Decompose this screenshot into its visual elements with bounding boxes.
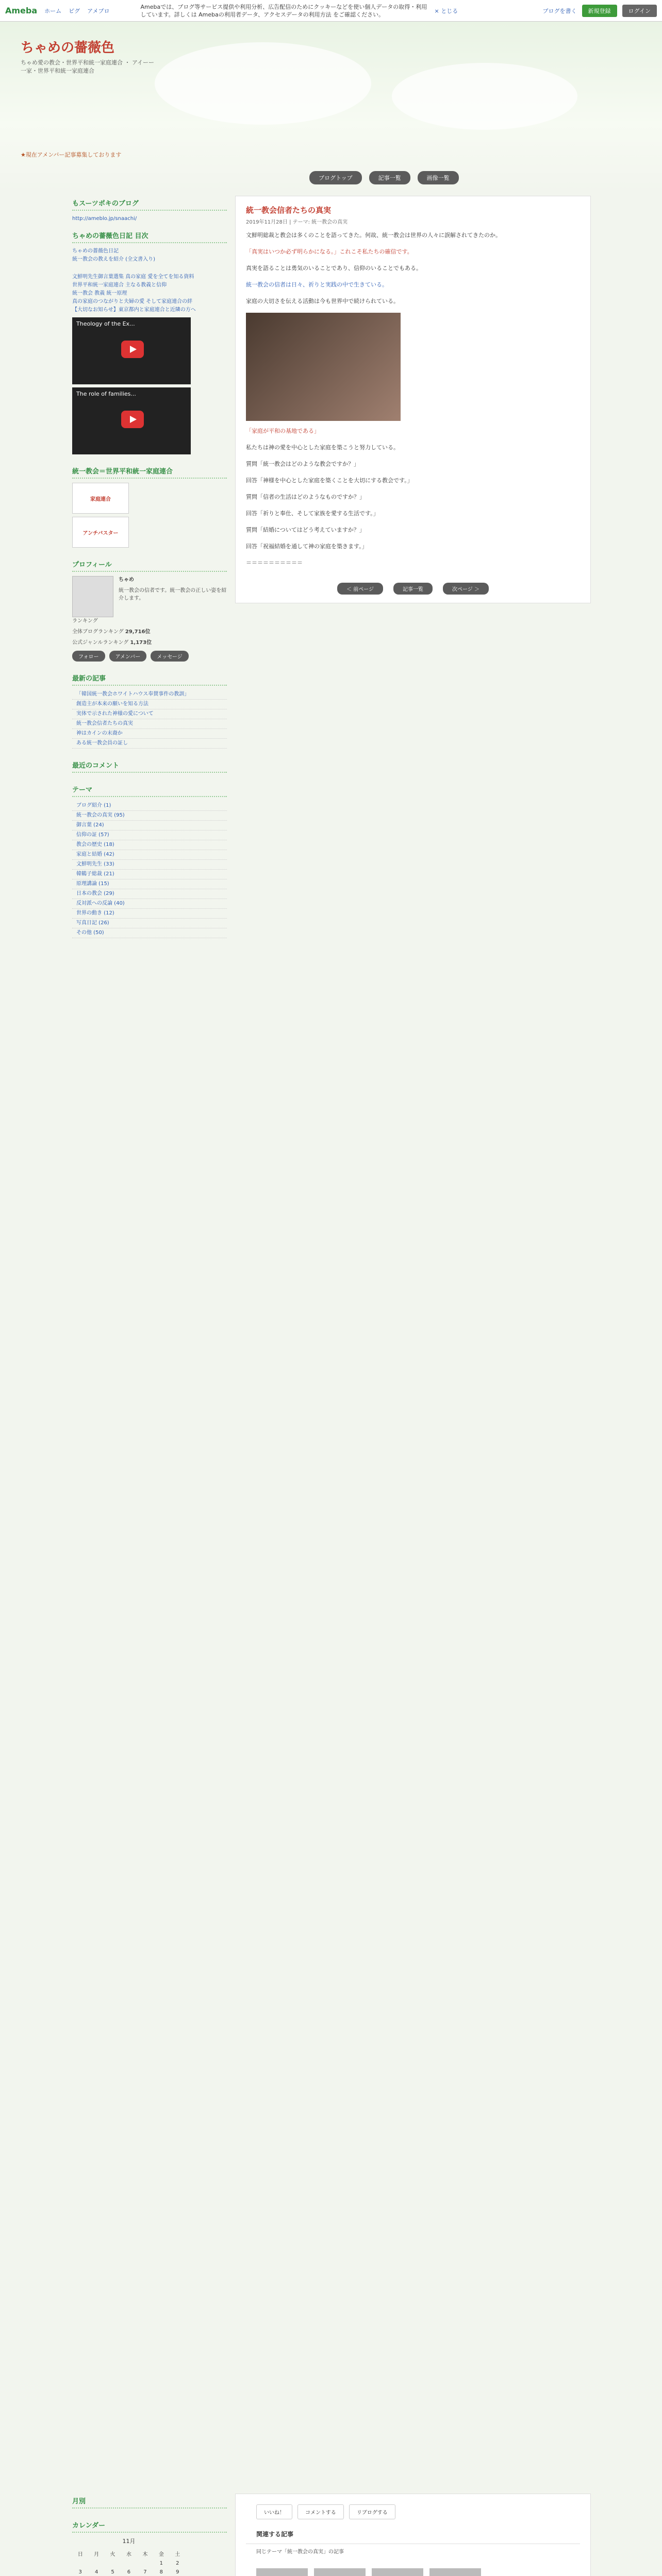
ranking-value: 1,173位	[130, 640, 152, 646]
like-button[interactable]: いいね！	[256, 2504, 292, 2519]
ranking-value: 29,716位	[125, 629, 151, 635]
article-paragraph: 統一教会の信者は日々、祈りと実践の中で生きている。	[246, 281, 388, 288]
dialogue-line: 回答「神様を中心とした家庭を築くことを大切にする教会です。」	[246, 477, 413, 484]
menu-blog-top[interactable]: ブログトップ	[309, 171, 362, 184]
dialogue-line: 質問「信者の生活はどのようなものですか？」	[246, 494, 365, 500]
video-embed[interactable]	[72, 317, 191, 384]
login-button[interactable]: ログイン	[622, 5, 657, 17]
recent-item[interactable]: 実体で示された神様の愛について	[72, 709, 227, 719]
archive-block	[72, 2494, 227, 2509]
comment-button[interactable]: コメントする	[297, 2504, 344, 2519]
dialogue-line: 回答「祈りと奉仕、そして家族を愛する生活です。」	[246, 510, 379, 517]
recent-item[interactable]: 統一教会信者たちの真実	[72, 719, 227, 729]
recent-comments-head: 最近のコメント	[72, 758, 227, 773]
profile-text: 統一教会の信者です。統一教会の正しい姿を紹介します。	[119, 588, 227, 601]
video-embed[interactable]	[72, 387, 191, 454]
cookie-notice: Amebaでは、ブログ等サービス提供や利用分析、広告配信のためにクッキーなどを使い個人データの取得・利用しています。詳しくは Amebaの利用者データ、アクセスデータの利用方法 をご確認ください。	[140, 3, 427, 18]
sidebar-link[interactable]: 真の家庭のつながりと夫婦の愛 そして家庭連合の絆	[72, 299, 193, 304]
related-thumbs	[246, 2563, 580, 2576]
reaction-bar	[246, 2499, 580, 2524]
calendar-table	[72, 2548, 186, 2576]
ameba-logo[interactable]: Ameba	[5, 6, 38, 15]
day[interactable]: 4	[94, 2569, 98, 2575]
links-block	[72, 273, 227, 454]
weekday: 金	[158, 2552, 164, 2557]
weekday: 水	[126, 2552, 131, 2557]
weekday: 火	[110, 2552, 115, 2557]
message-button[interactable]: メッセージ	[151, 651, 188, 662]
theme-item[interactable]: 反対派への反論 (40)	[72, 899, 227, 909]
nav-ameblo[interactable]: アメブロ	[87, 7, 110, 14]
sidebar-link[interactable]: 統一教会 教義 統一原理	[72, 291, 127, 296]
link-group-head: 統一教会＝世界平和統一家庭連合	[72, 464, 227, 479]
ranking-row	[72, 639, 227, 647]
blog-header	[0, 22, 662, 192]
sidebar-lower	[72, 2494, 227, 2576]
theme-item[interactable]: ブログ紹介 (1)	[72, 801, 227, 811]
write-blog-link[interactable]: ブログを書く	[542, 7, 577, 14]
theme-item[interactable]: 世界の動き (12)	[72, 909, 227, 919]
sidebar-link[interactable]: 【大切なお知らせ】東京都内と家庭連合と近隣の方へ	[72, 307, 196, 313]
cloud-decoration	[392, 63, 577, 130]
weekday: 土	[175, 2552, 180, 2557]
theme-item[interactable]: 原理講論 (15)	[72, 879, 227, 889]
theme-item[interactable]: 信仰の証 (57)	[72, 831, 227, 840]
theme-item[interactable]: 文鮮明先生 (33)	[72, 860, 227, 870]
menu-article-list[interactable]: 記事一覧	[369, 171, 410, 184]
banner-image[interactable]: 家庭連合	[72, 483, 129, 514]
day[interactable]	[105, 2559, 121, 2568]
article-body	[236, 230, 590, 568]
ranking-name: 公式ジャンルランキング	[72, 640, 129, 646]
blog-title[interactable]: ちゃめの薔薇色	[21, 40, 115, 56]
ranking-label: ランキング	[72, 618, 98, 624]
dialogue-line: 回答「祝福結婚を通して神の家庭を築きます。」	[246, 543, 368, 550]
recent-item[interactable]: ある統一教会員の証し	[72, 739, 227, 749]
day[interactable]: 2	[176, 2561, 179, 2566]
theme-item[interactable]: 教会の歴史 (18)	[72, 840, 227, 850]
play-icon[interactable]	[121, 341, 144, 358]
dialogue-line: 質問「結婚についてはどう考えていますか？」	[246, 527, 365, 533]
dialogue-line: 質問「統一教会はどのような教会ですか？」	[246, 461, 359, 467]
theme-block	[72, 782, 227, 938]
nav-home[interactable]: ホーム	[44, 7, 62, 14]
close-notice-button[interactable]: × とじる	[434, 7, 458, 14]
index-link[interactable]: 統一教会の教えを紹介 (全文書入り)	[72, 257, 155, 262]
profile-head: プロフィール	[72, 557, 227, 572]
amember-button[interactable]: アメンバー	[109, 651, 147, 662]
article	[235, 196, 591, 603]
prev-page-button[interactable]: ＜ 前ページ	[337, 583, 383, 595]
intro-block	[72, 196, 227, 264]
blog-subtitle: ちゃめ愛の教会・世界平和統一家庭連合 ・ アイーー一家・世界平和統一家庭連合	[21, 59, 155, 74]
theme-item[interactable]: 統一教会の真実 (95)	[72, 811, 227, 821]
recent-item[interactable]: 神はカインの末裔か	[72, 729, 227, 739]
cloud-decoration	[155, 42, 371, 125]
global-nav	[44, 7, 109, 15]
article-paragraph: 私たちは神の愛を中心とした家庭を築こうと努力している。	[246, 444, 399, 451]
sidebar	[72, 196, 227, 947]
related-thumb[interactable]	[256, 2568, 308, 2576]
theme-item[interactable]: 韓鶴子総裁 (21)	[72, 870, 227, 879]
intro-link[interactable]: http://ameblo.jp/snaachi/	[72, 216, 137, 222]
article-title[interactable]: 統一教会信者たちの真実	[246, 206, 332, 215]
article-paragraph: 文鮮明総裁と教会は多くのことを語ってきた。何故、統一教会は世界の人々に誤解されてきたのか。	[246, 232, 501, 239]
article-paragraph: 家庭の大切さを伝える活動は今も世界中で続けられている。	[246, 298, 399, 304]
menu-image-list[interactable]: 画像一覧	[418, 171, 459, 184]
avatar[interactable]	[72, 576, 113, 617]
banner-image[interactable]: アンチバスター	[72, 517, 129, 548]
video-title: The role of families...	[76, 391, 136, 397]
follow-button[interactable]: フォロー	[72, 651, 105, 662]
weekday: 日	[77, 2552, 83, 2557]
article-nav	[236, 574, 590, 603]
article-paragraph: 「真実はいつか必ず明らかになる。」これこそ私たちの確信です。	[246, 248, 413, 255]
profile-block	[72, 557, 227, 662]
related-title[interactable]: 同じテーマ「統一教会の真実」の記事	[256, 2549, 344, 2555]
video-title: Theology of the Ex...	[76, 320, 135, 327]
next-page-button[interactable]: 次ページ ＞	[443, 583, 489, 595]
day[interactable]: 6	[127, 2569, 131, 2575]
day[interactable]	[137, 2559, 153, 2568]
theme-item[interactable]: 御言葉 (24)	[72, 821, 227, 831]
separator: ＝＝＝＝＝＝＝＝＝＝	[246, 560, 303, 566]
recent-head: 最新の記事	[72, 671, 227, 686]
index-head: ちゃめの薔薇色日記 目次	[72, 228, 227, 243]
calendar-block	[72, 2518, 227, 2576]
archive-head: 月別	[72, 2494, 227, 2509]
article-paragraph: 真実を語ることは勇気のいることであり、信仰のいることでもある。	[246, 265, 422, 272]
recent-item[interactable]: 「韓国統一教会ホワイトハウス奉賛事件の教訓」	[72, 690, 227, 700]
sidebar-link[interactable]: 世界平和統一家庭連合 主なる教義と信仰	[72, 282, 167, 288]
top-bar	[0, 0, 662, 22]
theme-item[interactable]: その他 (50)	[72, 928, 227, 938]
day[interactable]: 7	[143, 2569, 147, 2575]
article-photo[interactable]	[246, 313, 401, 421]
blog-menu	[309, 171, 459, 184]
day[interactable]: 8	[159, 2569, 163, 2575]
theme-item[interactable]: 写真日記 (26)	[72, 919, 227, 928]
calendar-head: カレンダー	[72, 2518, 227, 2533]
theme-head: テーマ	[72, 782, 227, 797]
article-meta: 2019年11月28日 | テーマ: 統一教会の真実	[246, 219, 348, 225]
weekday: 月	[94, 2552, 100, 2557]
reblog-button[interactable]: リブログする	[349, 2504, 395, 2519]
related-thumb[interactable]	[372, 2568, 423, 2576]
day[interactable]: 5	[111, 2569, 114, 2575]
related-thumb[interactable]	[314, 2568, 366, 2576]
day[interactable]	[72, 2559, 88, 2568]
nav-pigg[interactable]: ピグ	[69, 7, 80, 14]
theme-item[interactable]: 日本の教会 (29)	[72, 889, 227, 899]
register-button[interactable]: 新規登録	[582, 5, 617, 17]
weekday: 木	[142, 2552, 148, 2557]
play-icon[interactable]	[121, 411, 144, 428]
day[interactable]: 9	[176, 2569, 179, 2575]
related-head: 関連する記事	[246, 2524, 580, 2544]
index-link[interactable]: ちゃめの薔薇色日記	[72, 248, 119, 254]
profile-name[interactable]: ちゃめ	[119, 577, 134, 583]
theme-item[interactable]: 家庭と結婚 (42)	[72, 850, 227, 860]
banner-block	[72, 464, 227, 548]
comments-side-block	[72, 758, 227, 773]
day[interactable]: 1	[159, 2561, 163, 2566]
sidebar-link[interactable]: 文鮮明先生御言葉選集 真の家庭 愛を全てを知る資料	[72, 274, 194, 280]
calendar-month: 11月	[122, 2538, 136, 2545]
header-notice: ★現在アメンバー記事募集しております	[21, 151, 122, 158]
recent-item[interactable]: 創造主が本来の願いを知る方法	[72, 700, 227, 709]
article-list-button[interactable]: 記事一覧	[393, 583, 433, 595]
ranking-name: 全体ブログランキング	[72, 629, 124, 635]
intro-head: もスーツポキのブログ	[72, 196, 227, 211]
day[interactable]	[88, 2559, 104, 2568]
ranking-row	[72, 628, 227, 636]
article-quote: 「家庭が平和の基地である」	[246, 428, 320, 434]
article-footer	[235, 2494, 591, 2576]
recent-block	[72, 671, 227, 749]
day[interactable]: 3	[78, 2569, 82, 2575]
day[interactable]	[121, 2559, 137, 2568]
related-thumb[interactable]	[429, 2568, 481, 2576]
